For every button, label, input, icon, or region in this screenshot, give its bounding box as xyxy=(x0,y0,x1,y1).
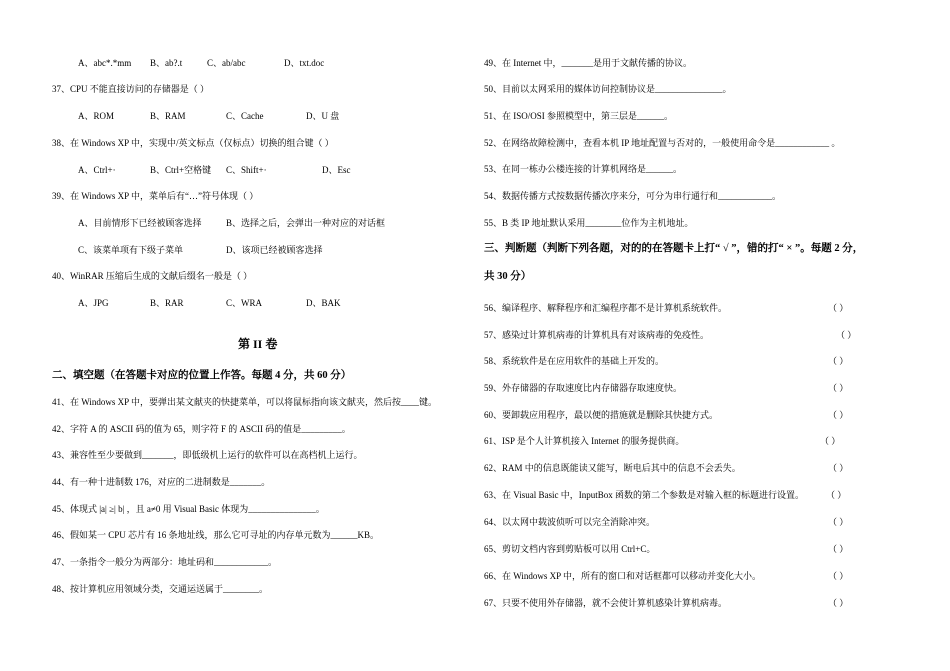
q36-option-b: B、ab?.t xyxy=(150,58,183,68)
question-63: 63、在 Visual Basic 中，InputBox 函数的第二个参数是对输入框的标题进行设置。 xyxy=(484,490,804,500)
question-58: 58、系统软件是在应用软件的基础上开发的。 xyxy=(484,356,665,366)
question-39: 39、在 Windows XP 中，菜单后有“…”符号体现（ ） xyxy=(52,191,259,201)
question-37: 37、CPU 不能直接访问的存储器是（ ） xyxy=(52,84,210,94)
question-49: 49、在 Internet 中，_______是用于文献传播的协议。 xyxy=(484,58,692,68)
question-45: 45、体现式 |a| ≥| b| ，且 a≠0 用 Visual Basic 体现为_______________。 xyxy=(52,504,325,514)
q39-option-d: D、该项已经被顾客选择 xyxy=(226,245,323,255)
q40-option-a: A、JPG xyxy=(78,298,109,308)
question-52: 52、在网络故障检测中，查看本机 IP 地址配置与否对的，一般使用命令是____________ 。 xyxy=(484,138,841,148)
question-62: 62、RAM 中的信息既能读又能写，断电后其中的信息不会丢失。 xyxy=(484,463,741,473)
answer-paren-67: （ ） xyxy=(828,598,849,608)
q39-option-a: A、目前情形下已经被顾客选择 xyxy=(78,218,202,228)
q37-option-d: D、U 盘 xyxy=(306,111,340,121)
question-66: 66、在 Windows XP 中，所有的窗口和对话框都可以移动并变化大小。 xyxy=(484,571,762,581)
answer-paren-59: （ ） xyxy=(828,383,849,393)
answer-paren-57: （ ） xyxy=(836,330,857,340)
answer-paren-66: （ ） xyxy=(828,571,849,581)
q38-option-a: A、Ctrl+· xyxy=(78,165,116,175)
section-2-heading: 二、填空题（在答题卡对应的位置上作答。每题 4 分，共 60 分） xyxy=(52,370,352,381)
q36-option-c: C、ab/abc xyxy=(207,58,246,68)
q38-option-d: D、Esc xyxy=(322,165,351,175)
q36-option-a: A、abc*.*mm xyxy=(78,58,132,68)
q36-option-d: D、txt.doc xyxy=(284,58,325,68)
q38-option-b: B、Ctrl+空格键 xyxy=(150,165,212,175)
answer-paren-65: （ ） xyxy=(828,544,849,554)
answer-paren-61: （ ） xyxy=(820,436,841,446)
question-40: 40、WinRAR 压缩后生成的文献后缀名一般是（ ） xyxy=(52,271,253,281)
question-60: 60、要卸载应用程序，最以便的措施就是删除其快捷方式。 xyxy=(484,410,719,420)
question-41: 41、在 Windows XP 中，要弹出某文献夹的快捷菜单，可以将鼠标指向该文献夹，然后按____键。 xyxy=(52,397,438,407)
answer-paren-64: （ ） xyxy=(828,517,849,527)
question-65: 65、剪切文档内容到剪贴板可以用 Ctrl+C。 xyxy=(484,544,656,554)
q40-option-c: C、WRA xyxy=(226,298,263,308)
q39-option-b: B、选择之后，会弹出一种对应的对话框 xyxy=(226,218,386,228)
section-3-heading: 三、判断题（判断下列各题，对的的在答题卡上打“ √ ”，错的打“ × ”。每题 2 分， xyxy=(484,243,864,254)
q40-option-b: B、RAR xyxy=(150,298,184,308)
question-51: 51、在 ISO/OSI 参照模型中，第三层是______。 xyxy=(484,111,674,121)
question-42: 42、字符 A 的 ASCII 码的值为 65，则字符 F 的 ASCII 码的值是_________。 xyxy=(52,424,351,434)
question-43: 43、兼容性至少要做到_______，即低级机上运行的软件可以在高档机上运行。 xyxy=(52,450,363,460)
section-3-heading-cont: 共 30 分） xyxy=(484,271,532,282)
question-48: 48、按计算机应用领域分类，交通运送属于________。 xyxy=(52,584,269,594)
question-53: 53、在同一栋办公楼连接的计算机网络是______。 xyxy=(484,164,683,174)
question-44: 44、有一种十进制数 176，对应的二进制数是_______。 xyxy=(52,477,271,487)
answer-paren-62: （ ） xyxy=(828,463,849,473)
q38-option-c: C、Shift+· xyxy=(226,165,267,175)
question-64: 64、以太网中载波侦听可以完全消除冲突。 xyxy=(484,517,656,527)
volume-title: 第 II 卷 xyxy=(238,337,278,351)
answer-paren-56: （ ） xyxy=(828,303,849,313)
question-67: 67、只要不使用外存储器，就不会使计算机感染计算机病毒。 xyxy=(484,598,728,608)
answer-paren-63: （ ） xyxy=(826,490,847,500)
question-38: 38、在 Windows XP 中，实现中/英文标点（仅标点）切换的组合键（ ） xyxy=(52,138,334,148)
question-46: 46、假如某一 CPU 芯片有 16 条地址线，那么它可寻址的内存单元数为______KB。 xyxy=(52,530,380,540)
question-47: 47、一条指令一般分为两部分：地址码和____________。 xyxy=(52,557,278,567)
q37-option-a: A、ROM xyxy=(78,111,115,121)
question-54: 54、数据传播方式按数据传播次序来分，可分为串行通行和____________。 xyxy=(484,191,782,201)
answer-paren-60: （ ） xyxy=(828,410,849,420)
question-59: 59、外存储器的存取速度比内存储器存取速度快。 xyxy=(484,383,683,393)
question-55: 55、B 类 IP 地址默认采用________位作为主机地址。 xyxy=(484,218,694,228)
q37-option-c: C、Cache xyxy=(226,111,264,121)
question-50: 50、目前以太网采用的媒体访问控制协议是_______________。 xyxy=(484,84,732,94)
q39-option-c: C、该菜单项有下级子菜单 xyxy=(78,245,184,255)
question-56: 56、编译程序、解释程序和汇编程序都不是计算机系统软件。 xyxy=(484,303,728,313)
q37-option-b: B、RAM xyxy=(150,111,186,121)
question-57: 57、感染过计算机病毒的计算机具有对该病毒的免疫性。 xyxy=(484,330,710,340)
q40-option-d: D、BAK xyxy=(306,298,341,308)
question-61: 61、ISP 是个人计算机接入 Internet 的服务提供商。 xyxy=(484,436,685,446)
answer-paren-58: （ ） xyxy=(828,356,849,366)
